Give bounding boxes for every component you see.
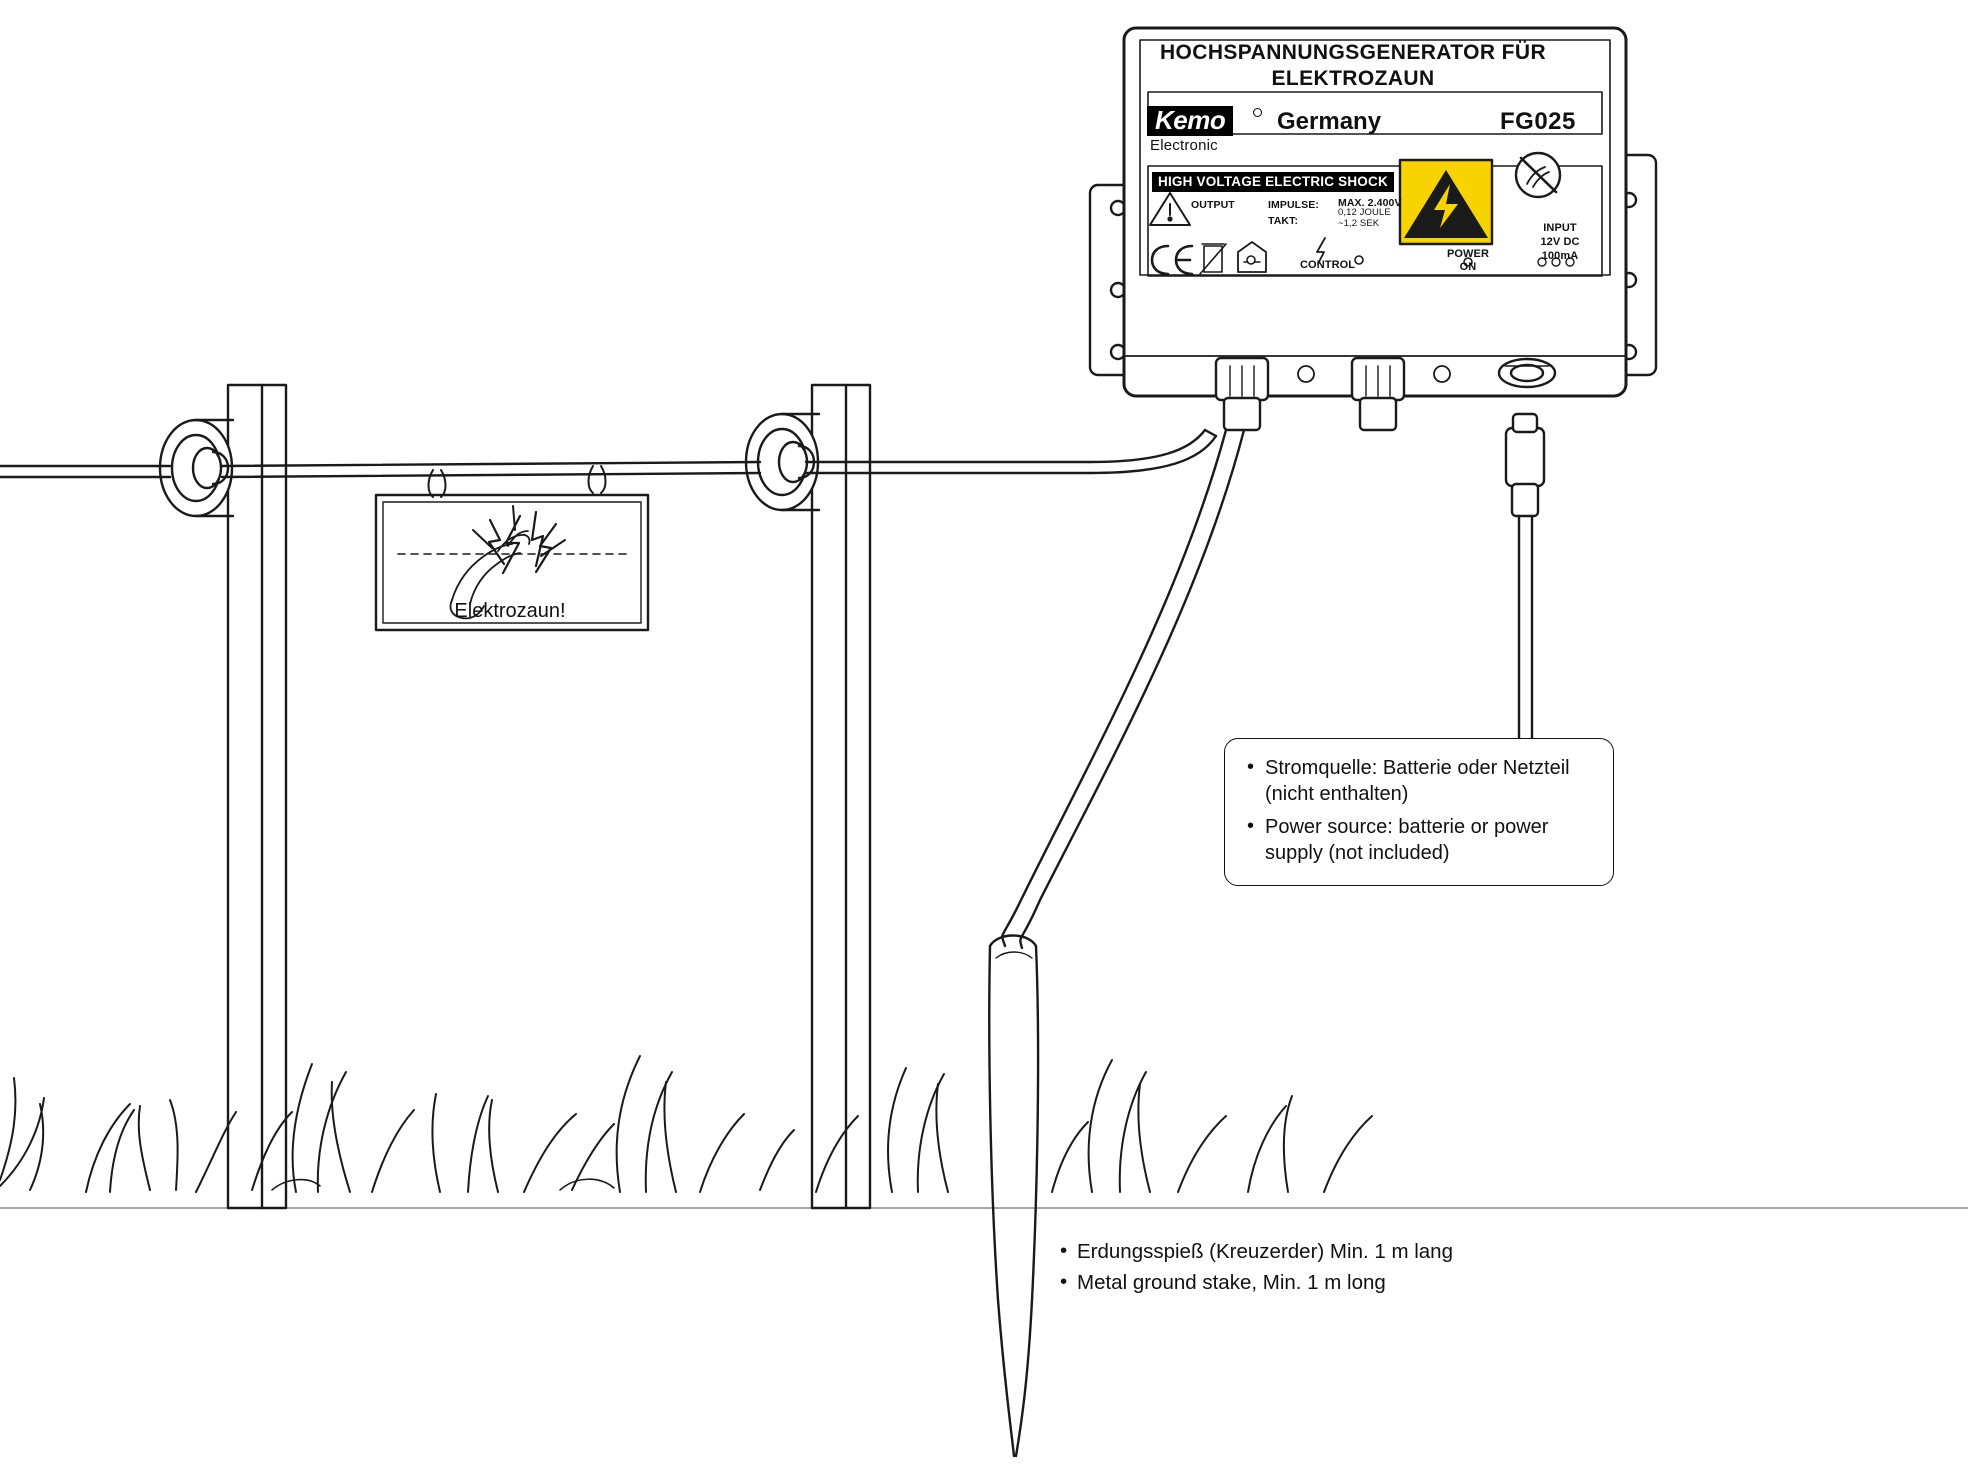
label-output: OUTPUT [1191,199,1235,211]
spec-value-energy: 0,12 JOULE [1338,207,1391,218]
dc-power-socket [1499,359,1555,387]
label-input-line1: INPUT [1543,222,1577,234]
device-title-line2: ELEKTROZAUN [1271,67,1435,91]
device-model-number: FG025 [1500,108,1576,135]
label-power-on [1438,248,1498,274]
device-title [1128,40,1578,93]
ground-stake [989,936,1038,1457]
no-touch-hand-icon [1516,153,1560,197]
kemo-registered-dot [1253,108,1262,117]
label-input [1530,222,1590,263]
label-takt: TAKT: [1268,215,1299,227]
stake-note-de: • Erdungsspieß (Kreuzerder) Min. 1 m lang [1060,1236,1453,1267]
callout-item-de: • Stromquelle: Batterie oder Netzteil (nicht enthalten) [1243,755,1595,808]
label-control: CONTROL [1300,259,1356,271]
label-input-line3: 100mA [1541,249,1579,262]
callout-item-en: • Power source: batterie or power supply (not included) [1243,814,1595,867]
label-input-line2: 12V DC [1540,235,1580,248]
fence-insulator-left [160,420,233,516]
stake-note-en: • Metal ground stake, Min. 1 m long [1060,1267,1453,1298]
power-cable [1506,414,1544,745]
output-connector-left [1216,358,1268,430]
spec-value-voltage: MAX. 2.400V [1338,197,1402,209]
kemo-brand-subtitle: Electronic [1150,137,1218,154]
device-title-line1: HOCHSPANNUNGSGENERATOR FÜR [1159,41,1547,64]
device-country: Germany [1277,108,1382,135]
fence-sign-label: Elektrozaun! [454,600,566,622]
label-power-on-text: POWER ON [1446,248,1490,274]
spec-value-interval: ~1,2 SEK [1338,218,1380,229]
fence-post-left [228,385,286,1208]
kemo-brand-logo: Kemo [1147,106,1233,136]
high-voltage-warning-bar: HIGH VOLTAGE ELECTRIC SHOCK [1152,172,1394,192]
high-voltage-triangle-icon [1400,160,1492,244]
ground-stake-notes [1060,1236,1453,1298]
power-source-callout [1224,738,1614,886]
grass [0,1056,1372,1192]
output-connector-right [1352,358,1404,430]
label-impulse: IMPULSE: [1268,199,1319,211]
fence-post-right [812,385,870,1208]
